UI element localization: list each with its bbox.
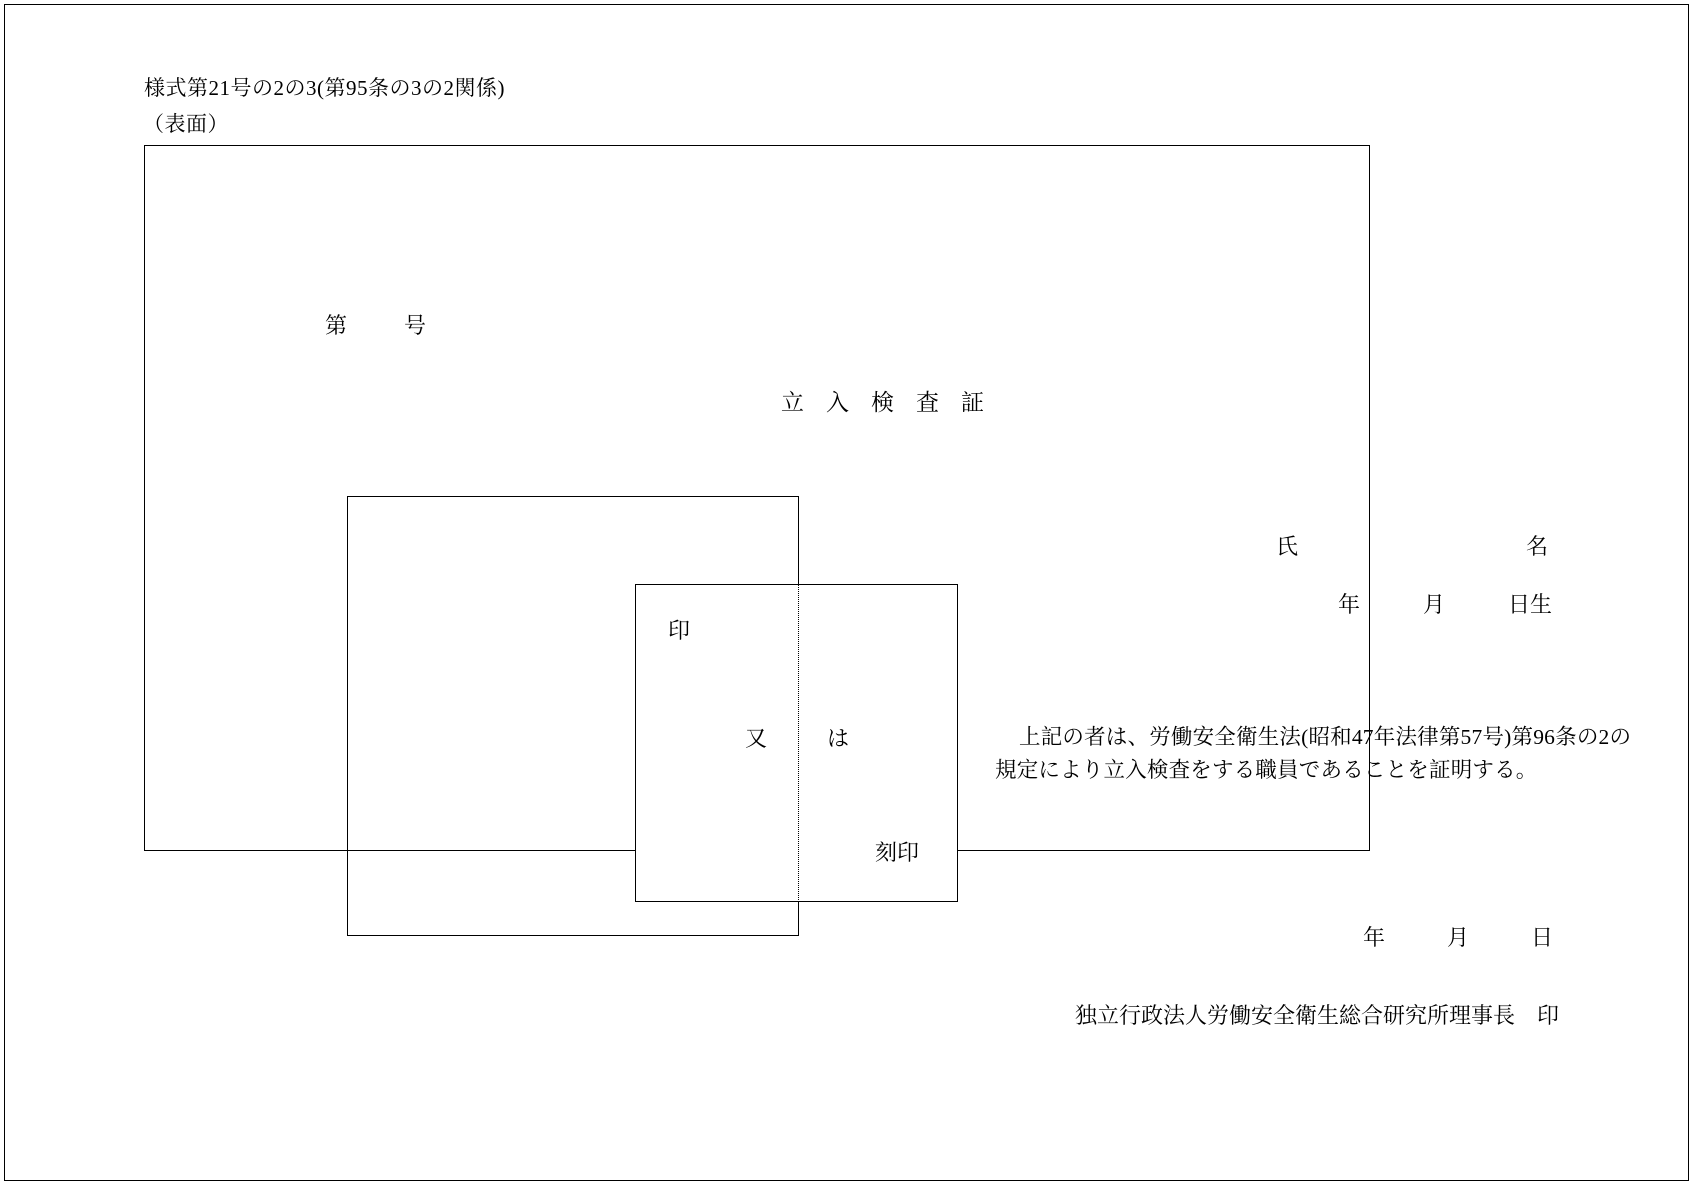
side-label: （表面） (143, 112, 229, 136)
form-number-label: 様式第21号の2の3(第95条の3の2関係) (144, 76, 505, 100)
birth-day-label: 日生 (1508, 592, 1553, 617)
issue-date-field (1363, 921, 1553, 952)
stamp-mata-label: 又 (745, 726, 768, 751)
birthdate-field-label (1338, 588, 1552, 619)
birth-year-label: 年 (1338, 592, 1361, 617)
issue-day-label: 日 (1531, 925, 1554, 950)
certificate-title: 立入検査証 (781, 390, 1006, 415)
stamp-ha-label: は (827, 726, 850, 751)
issuer-seal-mark: 印 (1537, 1003, 1560, 1028)
issuer-signature-line (1075, 999, 1559, 1030)
body-line-1: 上記の者は、労働安全衛生法(昭和47年法律第57号)第96条の2の (1019, 725, 1632, 749)
certificate-frame (144, 145, 1632, 1028)
stamp-in-label: 印 (668, 618, 691, 643)
stamp-box-divider (798, 584, 799, 902)
name-label-a: 氏 (1276, 534, 1299, 559)
issue-year-label: 年 (1363, 925, 1386, 950)
birth-month-label: 月 (1423, 592, 1446, 617)
issue-month-label: 月 (1447, 925, 1470, 950)
body-line-2: 規定により立入検査をする職員であることを証明する。 (995, 758, 1538, 783)
certificate-body-text (995, 721, 1635, 788)
name-label-b: 名 (1526, 534, 1549, 559)
issuer-name: 独立行政法人労働安全衛生総合研究所理事長 (1075, 1003, 1516, 1028)
certificate-number-field (325, 309, 427, 340)
stamp-kokuin-label: 刻印 (875, 840, 920, 865)
number-suffix: 号 (404, 313, 428, 338)
name-field-label (1276, 530, 1548, 561)
number-prefix: 第 (325, 313, 349, 338)
